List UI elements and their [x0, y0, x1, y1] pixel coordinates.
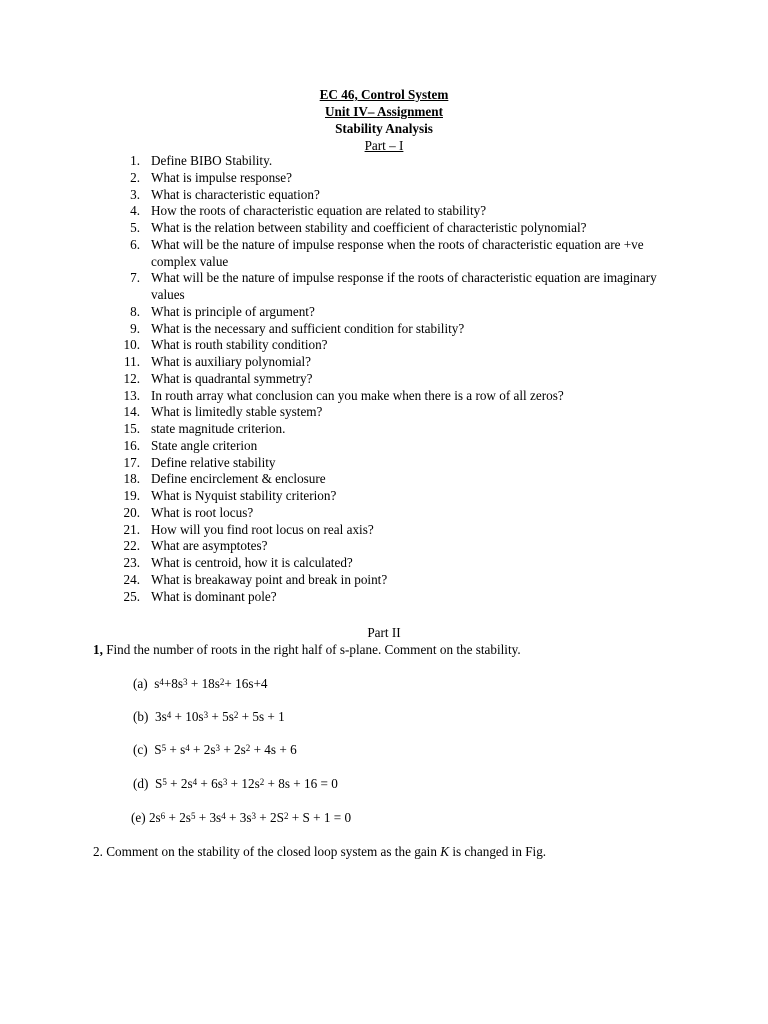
question-number: 10. [123, 337, 140, 353]
eq-exponent: 3 [203, 710, 209, 720]
question-item [114, 170, 674, 187]
equation-label: (c) [133, 742, 148, 757]
eq-exponent: 5 [190, 811, 196, 821]
question-item [114, 455, 674, 472]
question-text: What is the relation between stability and coefficient of characteristic polynomial? [151, 220, 587, 235]
question-text: Define relative stability [151, 454, 276, 470]
question-text: What is root locus? [151, 504, 254, 520]
question-number: 6. [130, 236, 140, 252]
question-number: 2. [130, 169, 140, 185]
question-text: What will be the nature of impulse response when the roots of characteristic equation are +ve complex value [151, 236, 644, 269]
part1-question-list [114, 153, 674, 605]
eq-exponent: 6 [160, 811, 166, 821]
question-text: What is routh stability condition? [151, 337, 328, 353]
course-title: EC 46, Control System [319, 87, 449, 102]
question-number: 24. [123, 571, 140, 587]
question-number: 8. [130, 303, 140, 319]
eq-term: + 5s + 1 [238, 709, 285, 724]
part1-heading: Part – I [364, 138, 404, 153]
eq-exponent: 2 [219, 677, 225, 687]
question-number: 25. [123, 588, 140, 604]
eq-term: + s [166, 742, 186, 757]
question-text: How the roots of characteristic equation are related to stability? [151, 203, 487, 219]
question-item [114, 270, 674, 304]
question-item [114, 589, 674, 606]
eq-term: + 16s+4 [224, 676, 268, 691]
question-item [114, 371, 674, 388]
eq-exponent: 3 [215, 743, 221, 753]
question-item [114, 321, 674, 338]
eq-exponent: 3 [183, 677, 188, 687]
eq-exponent: 2 [233, 710, 239, 720]
eq-exponent: 2 [259, 777, 265, 787]
question-number: 4. [130, 203, 140, 219]
question-number: 5. [130, 220, 140, 235]
question-number: 12. [123, 370, 140, 386]
question-number: 3. [130, 186, 140, 202]
question-item [114, 538, 674, 555]
question-number: 21. [123, 521, 140, 537]
part2-q2-text: Comment on the stability of the closed loop system as the gain [102, 844, 441, 859]
question-item [114, 388, 674, 405]
question-item [114, 220, 674, 237]
question-number: 16. [123, 437, 140, 453]
eq-term: 3s [154, 709, 167, 724]
equation-d [133, 775, 338, 793]
question-item [114, 337, 674, 354]
question-text: What is breakaway point and break in point? [151, 571, 388, 587]
part2-question-2 [93, 843, 546, 860]
question-item [114, 522, 674, 539]
equation-label: (d) [133, 776, 149, 791]
eq-exponent: 4 [185, 743, 190, 753]
question-item [114, 572, 674, 589]
eq-term: S [154, 742, 162, 757]
question-text: What is centroid, how it is calculated? [151, 555, 353, 570]
question-text: Define BIBO Stability. [151, 153, 273, 168]
eq-exponent: 2 [245, 743, 251, 753]
equation-label: (b) [133, 709, 149, 724]
question-text: What is limitedly stable system? [151, 404, 323, 420]
gain-symbol: K [440, 844, 450, 859]
question-text: What is principle of argument? [151, 303, 315, 319]
question-item [114, 404, 674, 421]
question-text: What is the necessary and sufficient condition for stability? [151, 320, 465, 336]
question-number: 1. [130, 153, 140, 168]
question-text: What is Nyquist stability criterion? [151, 488, 337, 503]
equation-label: (e) [131, 810, 146, 825]
question-item [114, 488, 674, 505]
eq-term: + 5s [208, 709, 234, 724]
eq-term: + 18s [187, 676, 220, 691]
question-text: What is impulse response? [151, 169, 292, 185]
eq-term: +8s [163, 676, 184, 691]
question-text: What is dominant pole? [151, 588, 277, 604]
eq-term: + 12s [227, 776, 260, 791]
question-text: state magnitude criterion. [151, 421, 286, 436]
question-text: What is characteristic equation? [151, 186, 320, 202]
question-item [114, 354, 674, 371]
question-number: 18. [123, 471, 140, 487]
eq-term: 2s [148, 810, 161, 825]
question-number: 20. [123, 504, 140, 520]
header [0, 86, 768, 154]
question-text: What are asymptotes? [151, 538, 268, 554]
eq-exponent: 5 [162, 777, 167, 787]
equation-a [133, 675, 268, 693]
eq-term: + 10s [171, 709, 204, 724]
unit-title: Unit IV– Assignment [325, 104, 443, 119]
question-item [114, 505, 674, 522]
question-number: 11. [124, 354, 140, 369]
question-item [114, 555, 674, 572]
question-item [114, 471, 674, 488]
equation-c [133, 741, 297, 759]
question-text: State angle criterion [151, 437, 258, 453]
eq-term: + 4s + 6 [250, 742, 297, 757]
eq-term: + 2S [255, 810, 284, 825]
question-number: 22. [123, 538, 140, 554]
part2-question-1 [93, 641, 521, 658]
eq-term: + 8s + 16 = 0 [264, 776, 338, 791]
eq-term: + S + 1 = 0 [288, 810, 352, 825]
eq-exponent: 2 [283, 811, 289, 821]
eq-exponent: 4 [159, 677, 164, 687]
eq-term: + 2s [189, 742, 216, 757]
eq-term: S [154, 776, 163, 791]
eq-term: + 3s [225, 810, 252, 825]
eq-exponent: 3 [251, 811, 256, 821]
question-item [114, 438, 674, 455]
part2-q2-text-end: is changed in Fig. [449, 844, 547, 859]
eq-exponent: 5 [161, 743, 167, 753]
question-text: What will be the nature of impulse response if the roots of characteristic equation are imaginary values [151, 270, 657, 302]
part2-q1-text: Find the number of roots in the right half of s-plane. Comment on the stability. [102, 642, 521, 657]
question-number: 23. [123, 555, 140, 570]
question-text: What is quadrantal symmetry? [151, 370, 313, 386]
question-item [114, 237, 674, 271]
question-number: 9. [130, 320, 140, 336]
question-item [114, 421, 674, 438]
eq-term: + 3s [195, 810, 222, 825]
part2-q2-number: 2. [93, 844, 103, 859]
eq-term: + 2s [166, 776, 193, 791]
question-number: 13. [123, 387, 140, 403]
question-text: In routh array what conclusion can you make when there is a row of all zeros? [151, 387, 564, 403]
question-number: 17. [123, 454, 140, 470]
part2-q1-number: 1, [93, 642, 103, 657]
eq-exponent: 4 [192, 777, 198, 787]
question-number: 14. [123, 404, 140, 420]
question-item [114, 187, 674, 204]
equation-e [131, 809, 351, 827]
question-text: How will you find root locus on real axis? [151, 521, 374, 537]
equation-b [133, 708, 285, 726]
part2-heading: Part II [367, 625, 401, 640]
eq-term: + 6s [197, 776, 223, 791]
question-text: Define encirclement & enclosure [151, 471, 326, 487]
eq-exponent: 4 [166, 710, 172, 720]
question-number: 7. [130, 270, 140, 286]
eq-term: + 2s [220, 742, 246, 757]
eq-term: s [154, 676, 160, 691]
question-item [114, 304, 674, 321]
topic-title: Stability Analysis [335, 121, 433, 136]
eq-exponent: 4 [221, 811, 226, 821]
question-number: 19. [123, 488, 140, 503]
question-item [114, 203, 674, 220]
question-text: What is auxiliary polynomial? [151, 354, 312, 369]
eq-exponent: 3 [222, 777, 228, 787]
equation-label: (a) [133, 676, 148, 691]
question-number: 15. [123, 421, 140, 436]
question-item [114, 153, 674, 170]
eq-term: + 2s [165, 810, 191, 825]
